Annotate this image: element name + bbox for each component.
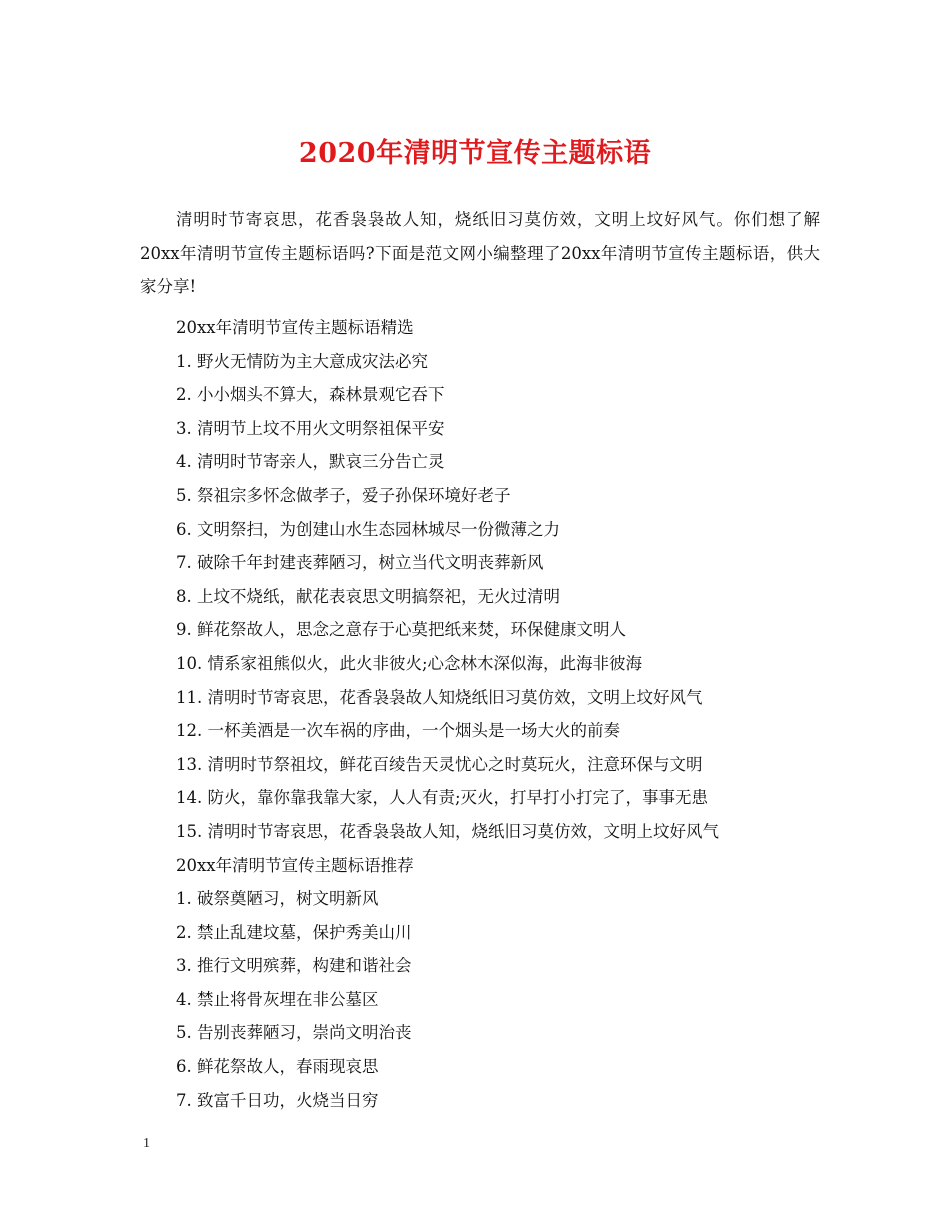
slogan-list — [176, 311, 836, 1117]
list-item: 13. 清明时节祭祖坟，鲜花百绫告天灵忧心之时莫玩火，注意环保与文明 — [176, 754, 703, 774]
list-item: 1. 破祭奠陋习，树文明新风 — [176, 889, 379, 909]
list-item: 5. 告别丧葬陋习，崇尚文明治丧 — [176, 1023, 412, 1043]
list-item: 4. 清明时节寄亲人，默哀三分告亡灵 — [176, 452, 445, 472]
list-item: 1. 野火无情防为主大意成灾法必究 — [176, 351, 428, 371]
list-item: 9. 鲜花祭故人，思念之意存于心莫把纸来焚，环保健康文明人 — [176, 620, 626, 640]
page-number: 1 — [143, 1136, 150, 1151]
list-item: 14. 防火，靠你靠我靠大家，人人有责;灭火，打早打小打完了，事事无患 — [176, 788, 709, 808]
page-title: 2020年清明节宣传主题标语 — [298, 138, 652, 169]
list-item: 2. 小小烟头不算大，森林景观它吞下 — [176, 385, 445, 405]
intro-text: 清明时节寄哀思，花香袅袅故人知，烧纸旧习莫仿效，文明上坟好风气。你们想了解20xx年清明节宣传主题标语吗?下面是范文网小编整理了20xx年清明节宣传主题标语，供大家分享! — [140, 210, 820, 296]
list-item: 8. 上坟不烧纸，献花表哀思文明搞祭祀，无火过清明 — [176, 586, 560, 606]
list-item: 3. 清明节上坟不用火文明祭祖保平安 — [176, 418, 445, 438]
list-item: 3. 推行文明殡葬，构建和谐社会 — [176, 956, 412, 976]
list-item: 2. 禁止乱建坟墓，保护秀美山川 — [176, 922, 412, 942]
list-item: 11. 清明时节寄哀思，花香袅袅故人知烧纸旧习莫仿效，文明上坟好风气 — [176, 687, 703, 707]
section-heading-recommended: 20xx年清明节宣传主题标语推荐 — [176, 855, 414, 875]
list-item: 5. 祭祖宗多怀念做孝子，爱子孙保环境好老子 — [176, 485, 511, 505]
list-item: 6. 文明祭扫，为创建山水生态园林城尽一份微薄之力 — [176, 519, 560, 539]
list-item: 6. 鲜花祭故人，春雨现哀思 — [176, 1057, 379, 1077]
list-item: 7. 致富千日功，火烧当日穷 — [176, 1090, 379, 1110]
list-item: 12. 一杯美酒是一次车祸的序曲，一个烟头是一场大火的前奏 — [176, 721, 620, 741]
section-heading-selected: 20xx年清明节宣传主题标语精选 — [176, 318, 414, 337]
intro-paragraph — [140, 203, 820, 304]
list-item: 10. 情系家祖熊似火，此火非彼火;心念林木深似海，此海非彼海 — [176, 653, 643, 673]
list-item: 15. 清明时节寄哀思，花香袅袅故人知，烧纸旧习莫仿效，文明上坟好风气 — [176, 821, 719, 841]
list-item: 7. 破除千年封建丧葬陋习，树立当代文明丧葬新风 — [176, 553, 544, 573]
list-item: 4. 禁止将骨灰埋在非公墓区 — [176, 989, 379, 1009]
